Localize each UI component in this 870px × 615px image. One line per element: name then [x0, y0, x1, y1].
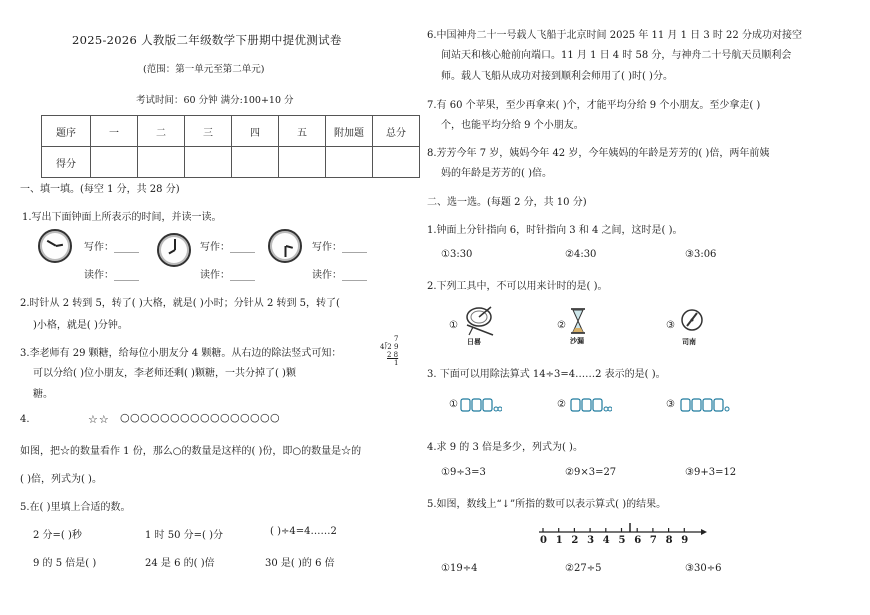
- score-header: 四: [232, 116, 279, 147]
- question-6-line-2: 间站天和核心舱前向端口。11 月 1 日 4 时 58 分，与神舟二十号航天员顺利会: [441, 50, 792, 61]
- clock-icon: [38, 229, 72, 263]
- choice-option[interactable]: ③30÷6: [685, 563, 722, 574]
- score-header: 三: [185, 116, 232, 147]
- compass-icon: [680, 308, 704, 332]
- grouped-dots-icon: [680, 398, 732, 414]
- question-6-line-3: 师。载人飞船从成功对接到顺利会师用了( )时( )分。: [441, 71, 673, 82]
- choice-option[interactable]: ①: [449, 320, 458, 331]
- page-title: 2025-2026 人教版二年级数学下册期中提优测试卷: [72, 33, 342, 47]
- circle-group: ○○○○○○○○○○○○○○○○: [120, 411, 280, 424]
- choice-option[interactable]: ③: [666, 399, 675, 410]
- grouped-dots-icon: [570, 398, 612, 414]
- sundial-icon: [461, 305, 497, 337]
- q5-item: 24 是 6 的( )倍: [145, 558, 215, 569]
- choice-option[interactable]: ③9+3=12: [685, 467, 737, 478]
- division-remainder: 1: [394, 359, 399, 367]
- question-2-line-2: )小格，就是( )分钟。: [33, 320, 128, 331]
- read-label: 读作：_____: [312, 270, 367, 281]
- choice-question-5: 5.如图，数线上“↓”所指的数可以表示算式( )的结果。: [427, 499, 667, 510]
- number-line-label: 0: [540, 535, 547, 546]
- hourglass-icon: [570, 308, 586, 334]
- choice-option[interactable]: ②: [557, 320, 566, 331]
- section-2-heading: 二、选一选。(每题 2 分，共 10 分): [427, 197, 587, 208]
- q5-item: 30 是( )的 6 倍: [265, 558, 335, 569]
- number-line-label: 7: [649, 535, 657, 546]
- grouped-dots-icon: [460, 398, 502, 414]
- choice-option[interactable]: ①19÷4: [441, 563, 478, 574]
- read-label: 读作：_____: [200, 270, 255, 281]
- clock-icon: [157, 233, 191, 267]
- score-header: 五: [279, 116, 326, 147]
- clock-icon: [268, 229, 302, 263]
- score-header: 一: [91, 116, 138, 147]
- number-line-label: 2: [571, 535, 579, 546]
- section-1-heading: 一、填一填。(每空 1 分，共 28 分): [20, 184, 180, 195]
- score-cell[interactable]: [326, 147, 373, 178]
- question-7-line-2: 个，也能平均分给 9 个小朋友。: [441, 120, 584, 131]
- question-4-line-1: 如图，把☆的数量看作 1 份，那么○的数量是这样的( )份，即○的数量是☆的: [20, 446, 362, 457]
- choice-question-4: 4.求 9 的 3 倍是多少，列式为( )。: [427, 442, 583, 453]
- division-subtract: 2 8: [387, 351, 399, 359]
- q5-item: 9 的 5 倍是( ): [33, 558, 97, 569]
- question-3-line-3: 糖。: [33, 389, 53, 400]
- question-3-line-2: 可以分给( )位小朋友，李老师还剩( )颗糖，一共分掉了( )颗: [33, 368, 296, 379]
- number-line-label: 8: [665, 535, 673, 546]
- score-cell[interactable]: [185, 147, 232, 178]
- score-header: 二: [138, 116, 185, 147]
- sundial-label: 日晷: [467, 337, 481, 346]
- number-line-label: 4: [602, 535, 610, 546]
- division-quotient: 7: [394, 335, 399, 343]
- choice-question-2: 2.下列工具中，不可以用来计时的是( )。: [427, 281, 608, 292]
- score-cell[interactable]: [232, 147, 279, 178]
- score-cell[interactable]: [91, 147, 138, 178]
- question-4-line-2: ( )倍，列式为( )。: [20, 474, 102, 485]
- number-line-label: 3: [587, 535, 595, 546]
- q5-item: 2 分=( )秒: [33, 530, 82, 541]
- question-7-line-1: 7.有 60 个苹果，至少再拿来( )个，才能平均分给 9 个小朋友。至少拿走( ): [427, 100, 761, 111]
- choice-option[interactable]: ①9÷3=3: [441, 467, 486, 478]
- read-label: 读作：_____: [84, 270, 139, 281]
- score-cell[interactable]: [373, 147, 420, 178]
- compass-label: 司南: [682, 337, 696, 346]
- choice-option[interactable]: ②27÷5: [565, 563, 602, 574]
- question-8-line-1: 8.芳芳今年 7 岁，姨妈今年 42 岁，今年姨妈的年龄是芳芳的( )倍，两年前姨: [427, 148, 770, 159]
- question-4-number: 4.: [20, 414, 30, 425]
- question-6-line-1: 6.中国神舟二十一号载人飞船于北京时间 2025 年 11 月 1 日 3 时 22 分成功对接空: [427, 30, 802, 41]
- number-line-label: 5: [618, 535, 626, 546]
- number-line-label: 1: [555, 535, 563, 546]
- question-3-line-1: 3.李老师有 29 颗糖，给每位小朋友分 4 颗糖。从右边的除法竖式可知：: [20, 348, 342, 359]
- hourglass-label: 沙漏: [570, 336, 584, 345]
- exam-info: 考试时间：60 分钟 满分:100+10 分: [136, 95, 294, 106]
- score-header: 总分: [373, 116, 420, 147]
- write-label: 写作：_____: [312, 242, 367, 253]
- write-label: 写作：_____: [84, 242, 139, 253]
- score-header: 附加题: [326, 116, 373, 147]
- score-table: [41, 115, 420, 178]
- q5-item: ( )÷4=4……2: [270, 526, 337, 537]
- choice-option[interactable]: ③3:06: [685, 249, 717, 260]
- division-expression: 4⟌2 9: [380, 343, 399, 351]
- exam-scope: (范围：第一单元至第二单元): [143, 64, 265, 75]
- choice-option[interactable]: ③: [666, 320, 675, 331]
- score-header: 题序: [42, 116, 91, 147]
- choice-option[interactable]: ②: [557, 399, 566, 410]
- number-line-label: 9: [681, 535, 689, 546]
- choice-question-3: 3. 下面可以用除法算式 14÷3=4……2 表示的是( )。: [427, 369, 666, 380]
- question-8-line-2: 妈的年龄是芳芳的( )倍。: [441, 168, 552, 179]
- choice-option[interactable]: ①: [449, 399, 458, 410]
- number-line-label: 6: [634, 535, 642, 546]
- choice-question-1: 1.钟面上分针指向 6，时针指向 3 和 4 之间，这时是( )。: [427, 225, 683, 236]
- question-5: 5.在( )里填上合适的数。: [20, 502, 131, 513]
- choice-option[interactable]: ②4:30: [565, 249, 597, 260]
- star-group: ☆☆: [88, 413, 110, 426]
- question-1: 1.写出下面钟面上所表示的时间，并读一读。: [22, 212, 222, 223]
- score-row-label: 得分: [42, 147, 91, 178]
- choice-option[interactable]: ②9×3=27: [565, 467, 617, 478]
- score-cell[interactable]: [279, 147, 326, 178]
- question-2-line-1: 2.时针从 2 转到 5，转了( )大格，就是( )小时；分针从 2 转到 5，转了(: [20, 298, 340, 309]
- q5-item: 1 时 50 分=( )分: [145, 530, 223, 541]
- write-label: 写作：_____: [200, 242, 255, 253]
- score-cell[interactable]: [138, 147, 185, 178]
- choice-option[interactable]: ①3:30: [441, 249, 473, 260]
